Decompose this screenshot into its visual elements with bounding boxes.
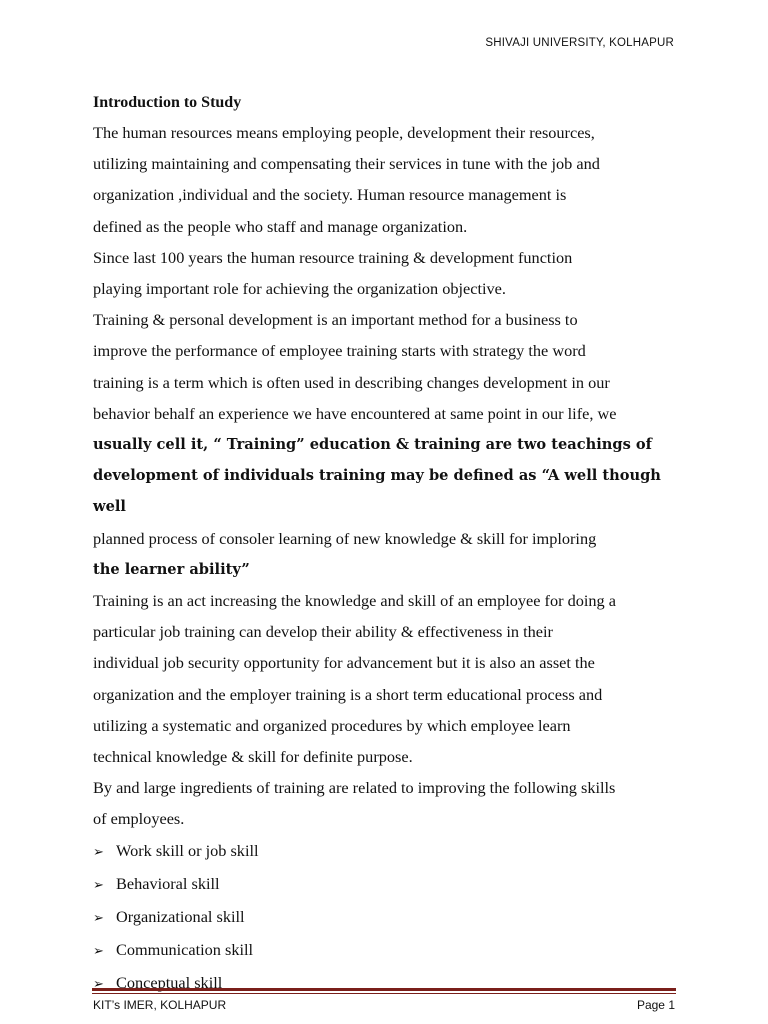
list-item bbox=[93, 868, 685, 901]
text-line: Training & personal development is an important method for a business to bbox=[93, 310, 578, 330]
text-line: training is a term which is often used in describing changes development in our bbox=[93, 372, 610, 392]
list-item bbox=[93, 835, 685, 868]
arrow-bullet-icon: ➢ bbox=[93, 944, 104, 960]
text-line: playing important role for achieving the organization objective. bbox=[93, 279, 506, 299]
list-item-label: Behavioral skill bbox=[116, 873, 220, 893]
list-item-label: Conceptual skill bbox=[116, 973, 223, 993]
page-header: SHIVAJI UNIVERSITY, KOLHAPUR bbox=[485, 37, 674, 49]
text-line: particular job training can develop their ability & effectiveness in their bbox=[93, 622, 553, 642]
page-number: Page 1 bbox=[636, 998, 675, 1012]
list-item-label: Organizational skill bbox=[116, 907, 245, 927]
text-line: defined as the people who staff and manage organization. bbox=[93, 216, 468, 236]
bold-text-line: the learner ability” bbox=[93, 560, 250, 578]
section-title: Introduction to Study bbox=[93, 94, 242, 111]
text-line: technical knowledge & skill for definite purpose. bbox=[93, 747, 413, 767]
list-item-label: Communication skill bbox=[116, 940, 254, 960]
footer-rule bbox=[92, 988, 676, 991]
document-body bbox=[93, 89, 685, 1001]
arrow-bullet-icon: ➢ bbox=[93, 911, 104, 927]
text-line: organization and the employer training is a short term educational process and bbox=[93, 684, 603, 704]
footer-rule-thin bbox=[92, 993, 676, 994]
bold-text-line: usually cell it, “ Training” education & training are two teachings of bbox=[93, 436, 652, 454]
text-line: By and large ingredients of training are related to improving the following skills bbox=[93, 778, 616, 798]
text-line: improve the performance of employee training starts with strategy the word bbox=[93, 341, 586, 361]
bold-text-line: development of individuals training may be defined as “A well though well bbox=[93, 467, 661, 516]
text-line: Since last 100 years the human resource training & development function bbox=[93, 247, 573, 267]
text-line: utilizing a systematic and organized procedures by which employee learn bbox=[93, 715, 571, 735]
text-line: planned process of consoler learning of new knowledge & skill for imploring bbox=[93, 528, 597, 548]
footer-institute: KIT’s IMER, KOLHAPUR bbox=[93, 998, 227, 1012]
arrow-bullet-icon: ➢ bbox=[93, 877, 104, 893]
arrow-bullet-icon: ➢ bbox=[93, 844, 104, 860]
arrow-bullet-icon: ➢ bbox=[93, 977, 104, 993]
text-line: of employees. bbox=[93, 809, 185, 829]
skills-list bbox=[93, 835, 685, 1001]
list-item bbox=[93, 901, 685, 934]
text-line: The human resources means employing people, development their resources, bbox=[93, 123, 595, 142]
text-line: Training is an act increasing the knowledge and skill of an employee for doing a bbox=[93, 591, 616, 611]
text-line: utilizing maintaining and compensating their services in tune with the job and bbox=[93, 154, 600, 174]
list-item bbox=[93, 967, 685, 1000]
text-line: organization ,individual and the society. Human resource management is bbox=[93, 185, 567, 205]
text-line: individual job security opportunity for advancement but it is also an asset the bbox=[93, 653, 595, 673]
list-item bbox=[93, 934, 685, 967]
text-line: behavior behalf an experience we have encountered at same point in our life, we bbox=[93, 403, 617, 423]
list-item-label: Work skill or job skill bbox=[116, 840, 259, 860]
